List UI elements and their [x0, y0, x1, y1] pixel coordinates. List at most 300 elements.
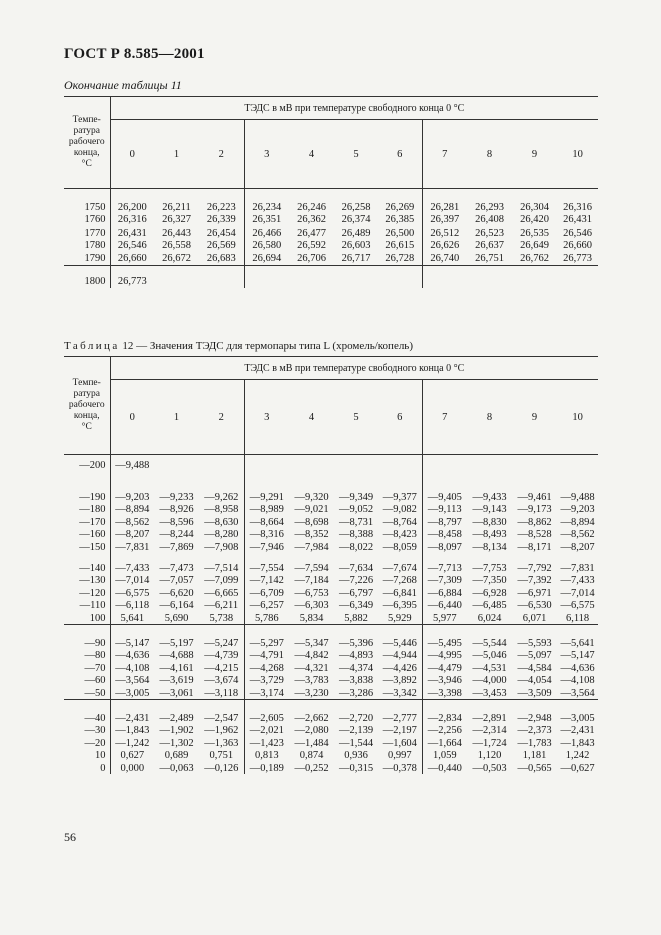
- table-cell: [289, 459, 334, 471]
- table-cell: —1,544: [338, 737, 374, 749]
- table-row: [64, 459, 598, 471]
- column-header: 3: [244, 380, 289, 455]
- table-row: [64, 227, 598, 240]
- table-cell: —9,173: [517, 504, 552, 516]
- table-cell: —4,791: [244, 650, 289, 662]
- column-header: 7: [422, 380, 467, 455]
- table-cell: —0,565: [517, 762, 552, 774]
- table-cell: —7,142: [244, 575, 289, 587]
- table-cell: —8,423: [382, 529, 417, 541]
- table-cell: —0,126: [204, 762, 239, 774]
- table-cell: [467, 276, 512, 289]
- table-cell: 0,689: [164, 750, 189, 762]
- table-cell: —5,544: [472, 637, 507, 649]
- row-temperature: —180: [79, 504, 106, 516]
- table-cell: —7,433: [110, 562, 154, 574]
- table-row: [64, 650, 598, 662]
- table-cell: —8,894: [560, 516, 595, 528]
- table-cell: —8,207: [110, 529, 154, 541]
- column-header: 1: [154, 380, 199, 455]
- table-cell: —9,461: [517, 492, 552, 504]
- table-cell: —2,777: [382, 712, 417, 724]
- table-cell: 26,649: [520, 240, 549, 252]
- table-cell: —4,739: [204, 650, 239, 662]
- table-cell: —7,908: [204, 541, 239, 553]
- table-cell: —0,252: [294, 762, 329, 774]
- table-cell: —9,488: [110, 459, 154, 471]
- table-cell: 26,773: [563, 252, 592, 264]
- table-cell: —1,724: [472, 737, 507, 749]
- table-cell: —8,830: [472, 516, 507, 528]
- table-cell: [422, 459, 467, 471]
- table-cell: —6,753: [294, 587, 329, 599]
- stub-header-line: рабочего: [68, 137, 105, 147]
- table-cell: —6,440: [422, 600, 467, 612]
- table-cell: —2,948: [517, 712, 552, 724]
- table-cell: —8,797: [422, 516, 467, 528]
- table-cell: 26,773: [110, 276, 154, 289]
- table-cell: —4,161: [159, 662, 194, 674]
- table-cell: 26,706: [297, 252, 326, 264]
- table-cell: —3,946: [422, 674, 467, 686]
- table-row: [64, 504, 598, 516]
- table-cell: —8,207: [560, 541, 595, 553]
- table-cell: —5,147: [560, 650, 595, 662]
- table-cell: 26,327: [162, 214, 191, 226]
- table-cell: —7,946: [244, 541, 289, 553]
- table-cell: —6,257: [244, 600, 289, 612]
- table-cell: 6,024: [477, 612, 502, 624]
- table-cell: —2,197: [382, 725, 417, 737]
- table-cell: [557, 276, 598, 289]
- table-cell: 26,420: [520, 214, 549, 226]
- table-cell: 0,874: [299, 750, 324, 762]
- table-cell: —6,797: [338, 587, 374, 599]
- table-cell: —3,564: [560, 687, 595, 699]
- table-row: [64, 214, 598, 227]
- table-cell: 26,211: [162, 201, 191, 213]
- table-cell: —8,097: [422, 541, 467, 553]
- table-row: [64, 491, 598, 503]
- table-cell: —1,484: [294, 737, 329, 749]
- table-cell: 26,523: [475, 227, 504, 239]
- table-cell: —9,052: [338, 504, 374, 516]
- table-cell: 26,477: [297, 227, 326, 239]
- column-header: 9: [512, 120, 557, 189]
- column-header: 8: [467, 380, 512, 455]
- row-temperature: —200: [79, 459, 106, 471]
- table-cell: 26,569: [206, 240, 236, 252]
- row-temperature: —50: [84, 687, 106, 699]
- table-cell: —7,713: [422, 562, 467, 574]
- table-cell: —5,247: [204, 637, 239, 649]
- table-cell: 5,977: [422, 612, 467, 625]
- stub-header-line: конца,: [73, 148, 100, 158]
- table-row: [64, 662, 598, 674]
- table-cell: 0,813: [244, 749, 289, 761]
- table-cell: —3,398: [422, 687, 467, 700]
- table-cell: —8,528: [517, 529, 552, 541]
- table-cell: —8,316: [244, 529, 289, 541]
- table-cell: —4,108: [560, 675, 595, 687]
- table-cell: —4,268: [244, 662, 289, 674]
- table-row: [64, 541, 598, 553]
- table-cell: —3,619: [159, 675, 194, 687]
- table-cell: 26,281: [422, 201, 467, 214]
- table-cell: —8,171: [517, 541, 552, 553]
- column-header: 2: [199, 380, 244, 455]
- table-cell: —7,753: [472, 563, 507, 575]
- row-temperature: 1770: [84, 227, 106, 239]
- table-cell: —4,215: [204, 662, 239, 674]
- table-cell: —0,189: [244, 762, 289, 774]
- table-cell: —9,082: [382, 504, 417, 516]
- table-cell: [557, 459, 598, 471]
- row-temperature: —30: [84, 725, 106, 737]
- table-cell: —7,099: [204, 575, 239, 587]
- table-cell: [154, 459, 199, 471]
- stub-header-line: Темпе-: [72, 378, 101, 388]
- table-cell: 6,071: [522, 612, 547, 624]
- row-temperature: —140: [79, 563, 106, 575]
- table-cell: 26,717: [341, 252, 371, 264]
- column-header: 4: [289, 120, 334, 189]
- header-group-label: ТЭДС в мВ при температуре свободного конца 0 °С: [110, 357, 598, 380]
- table-cell: 26,223: [206, 201, 236, 213]
- table-cell: —0,440: [422, 762, 467, 774]
- table-cell: —2,662: [294, 712, 329, 724]
- table-cell: 26,431: [110, 227, 154, 240]
- table-cell: 26,304: [520, 201, 549, 213]
- table-cell: —4,000: [472, 675, 507, 687]
- stub-header: [64, 357, 110, 455]
- table-cell: —3,174: [244, 687, 289, 700]
- table-cell: —8,989: [244, 504, 289, 516]
- table-cell: —7,634: [338, 563, 374, 575]
- table-cell: —2,489: [159, 712, 194, 724]
- table-cell: —9,349: [338, 492, 374, 504]
- table-cell: —8,493: [472, 529, 507, 541]
- table-cell: —1,962: [204, 725, 239, 737]
- stub-header-line: конца,: [73, 411, 100, 421]
- stub-header-line: °С: [81, 159, 92, 169]
- table-cell: 26,246: [297, 201, 326, 213]
- table-cell: —3,674: [204, 675, 239, 687]
- row-temperature: 1800: [84, 276, 106, 288]
- table-cell: —2,547: [204, 712, 239, 724]
- table-cell: 0,751: [209, 750, 234, 762]
- table-cell: —9,143: [472, 504, 507, 516]
- table-cell: —4,374: [338, 662, 374, 674]
- table-cell: [199, 459, 244, 471]
- table-cell: —0,063: [159, 762, 194, 774]
- table-cell: —4,944: [382, 650, 417, 662]
- table-cell: —7,514: [204, 563, 239, 575]
- table-cell: 26,454: [206, 227, 236, 239]
- table-cell: [154, 276, 199, 289]
- table-cell: —4,321: [294, 662, 329, 674]
- table-cell: —5,097: [517, 650, 552, 662]
- table-cell: [378, 459, 422, 471]
- table-cell: —4,531: [472, 662, 507, 674]
- column-header: 2: [199, 120, 244, 189]
- table-cell: —8,596: [159, 516, 194, 528]
- table-cell: —1,242: [110, 737, 154, 749]
- table-cell: —3,061: [159, 687, 194, 699]
- row-temperature: —130: [79, 575, 106, 587]
- table-cell: 26,316: [563, 201, 592, 213]
- table-cell: —7,473: [159, 563, 194, 575]
- table-cell: 5,786: [244, 612, 289, 625]
- table-row: [64, 687, 598, 700]
- table-cell: —5,495: [422, 637, 467, 649]
- table-cell: —6,303: [294, 600, 329, 612]
- table-cell: —9,433: [472, 492, 507, 504]
- table-cell: —6,118: [110, 600, 154, 612]
- table-continuation-label: Окончание таблицы 11: [64, 78, 182, 92]
- table-cell: 26,385: [385, 214, 415, 226]
- table-cell: [289, 276, 334, 289]
- table-cell: —7,014: [110, 575, 154, 587]
- table-cell: —6,395: [382, 600, 417, 612]
- table-row: [64, 712, 598, 724]
- table-cell: 26,660: [110, 252, 154, 265]
- table-cell: —8,244: [159, 529, 194, 541]
- table-cell: 0,000: [110, 762, 154, 774]
- table-cell: 26,728: [385, 252, 415, 264]
- table-cell: 26,339: [206, 214, 236, 226]
- table-cell: —8,134: [472, 541, 507, 553]
- table-cell: —3,453: [472, 687, 507, 699]
- table-cell: —3,286: [338, 687, 374, 699]
- table-cell: —0,315: [338, 762, 374, 774]
- row-temperature: —70: [84, 662, 106, 674]
- stub-header: [64, 97, 110, 189]
- table-cell: —2,256: [422, 725, 467, 737]
- table-cell: 26,603: [341, 240, 371, 252]
- table-cell: —3,342: [382, 687, 417, 699]
- table-cell: —6,530: [517, 600, 552, 612]
- table-cell: —5,197: [159, 637, 194, 649]
- table-cell: 26,751: [475, 252, 504, 264]
- table-cell: —4,108: [110, 662, 154, 674]
- table-cell: —1,783: [517, 737, 552, 749]
- column-header: 10: [557, 120, 598, 189]
- table-cell: —2,021: [244, 725, 289, 737]
- table-cell: —9,021: [294, 504, 329, 516]
- table-cell: —3,783: [294, 675, 329, 687]
- column-header: 8: [467, 120, 512, 189]
- table-cell: —6,164: [159, 600, 194, 612]
- row-temperature: 1750: [84, 201, 106, 213]
- table-cell: —7,984: [294, 541, 329, 553]
- table-row: [64, 600, 598, 612]
- table-cell: 26,672: [162, 252, 191, 264]
- table-cell: 26,535: [520, 227, 549, 239]
- table-cell: —9,113: [422, 504, 467, 516]
- table-cell: —2,314: [472, 725, 507, 737]
- table-cell: —7,226: [338, 575, 374, 587]
- table-cell: —6,971: [517, 587, 552, 599]
- column-header: 9: [512, 380, 557, 455]
- table-cell: —3,509: [517, 687, 552, 699]
- row-temperature: —160: [79, 529, 106, 541]
- table-cell: [512, 459, 557, 471]
- table-cell: —6,884: [422, 587, 467, 599]
- table-cell: —6,620: [159, 587, 194, 599]
- column-header: 4: [289, 380, 334, 455]
- table-cell: —8,958: [204, 504, 239, 516]
- table-cell: 26,316: [110, 214, 154, 227]
- table-cell: 26,374: [341, 214, 371, 226]
- table-row: [64, 749, 598, 761]
- table-row: [64, 575, 598, 587]
- table-cell: —1,664: [422, 737, 467, 749]
- table-cell: —3,564: [110, 674, 154, 686]
- row-temperature: —60: [84, 675, 106, 687]
- row-temperature: —80: [84, 650, 106, 662]
- table-cell: —9,233: [159, 492, 194, 504]
- table-11: [64, 97, 598, 288]
- table-cell: —7,869: [159, 541, 194, 553]
- row-temperature: —190: [79, 492, 106, 504]
- table-row: [64, 587, 598, 599]
- table-row: [64, 252, 598, 265]
- table-cell: [422, 276, 467, 289]
- table-row: [64, 240, 598, 253]
- table-cell: —7,674: [382, 563, 417, 575]
- table-cell: —4,636: [560, 662, 595, 674]
- table-cell: 26,466: [244, 227, 289, 240]
- row-temperature: —20: [84, 737, 106, 749]
- row-temperature: 10: [95, 750, 106, 762]
- table-cell: 0,997: [387, 750, 412, 762]
- table-cell: 26,269: [385, 201, 415, 213]
- table-cell: —6,575: [110, 587, 154, 599]
- table-cell: —8,894: [110, 504, 154, 516]
- table-cell: 26,660: [563, 240, 592, 252]
- column-header: 3: [244, 120, 289, 189]
- table-cell: 26,200: [110, 201, 154, 214]
- table-cell: —7,433: [560, 575, 595, 587]
- table-cell: —7,350: [472, 575, 507, 587]
- table-cell: 5,834: [299, 612, 324, 624]
- table-cell: —8,630: [204, 516, 239, 528]
- table-cell: —1,843: [110, 725, 154, 737]
- table-row: [64, 637, 598, 649]
- table-cell: —1,423: [244, 737, 289, 749]
- table-cell: 26,293: [475, 201, 504, 213]
- table-cell: [244, 276, 289, 289]
- table-cell: —4,636: [110, 650, 154, 662]
- table-cell: 26,580: [244, 240, 289, 253]
- table-cell: —1,902: [159, 725, 194, 737]
- table-cell: —7,057: [159, 575, 194, 587]
- table-cell: —7,184: [294, 575, 329, 587]
- table-cell: —7,268: [382, 575, 417, 587]
- table-cell: 26,500: [385, 227, 415, 239]
- column-header: 5: [334, 120, 378, 189]
- table-row: [64, 725, 598, 737]
- table-cell: 5,641: [110, 612, 154, 625]
- stub-header-line: Темпе-: [72, 115, 101, 125]
- table-cell: [334, 459, 378, 471]
- table-cell: [334, 276, 378, 289]
- table-cell: —1,302: [159, 737, 194, 749]
- table-cell: 5,929: [387, 612, 412, 624]
- table-cell: —9,320: [294, 492, 329, 504]
- table-row: [64, 529, 598, 541]
- table-cell: 0,627: [110, 749, 154, 761]
- table-cell: —0,503: [472, 762, 507, 774]
- table-row: [64, 612, 598, 625]
- column-header: 0: [110, 380, 154, 455]
- table-cell: —2,720: [338, 712, 374, 724]
- table-cell: —5,147: [110, 637, 154, 649]
- row-temperature: —120: [79, 587, 106, 599]
- table-cell: —2,605: [244, 712, 289, 724]
- table-cell: —4,584: [517, 662, 552, 674]
- table-cell: 26,558: [162, 240, 191, 252]
- row-temperature: 1780: [84, 240, 106, 252]
- table-cell: —5,046: [472, 650, 507, 662]
- table-cell: —1,604: [382, 737, 417, 749]
- table-cell: —6,928: [472, 587, 507, 599]
- table-cell: —3,118: [204, 687, 239, 699]
- row-temperature: —170: [79, 516, 106, 528]
- column-header: 6: [378, 380, 422, 455]
- row-temperature: 1790: [84, 252, 106, 264]
- table-cell: —9,203: [110, 491, 154, 503]
- table-cell: —9,291: [244, 491, 289, 503]
- table-cell: 0,936: [344, 750, 368, 762]
- table-cell: —9,377: [382, 492, 417, 504]
- table-cell: —6,485: [472, 600, 507, 612]
- table-cell: —8,388: [338, 529, 374, 541]
- table-cell: —5,347: [294, 637, 329, 649]
- table-row: [64, 737, 598, 749]
- table-cell: 26,408: [475, 214, 504, 226]
- table-cell: —7,392: [517, 575, 552, 587]
- table-cell: —4,054: [517, 675, 552, 687]
- row-temperature: —40: [84, 712, 106, 724]
- table-cell: —9,488: [560, 492, 595, 504]
- document-title: ГОСТ Р 8.585—2001: [64, 46, 205, 62]
- table-cell: [512, 276, 557, 289]
- table-cell: —1,363: [204, 737, 239, 749]
- stub-header-line: рабочего: [68, 400, 105, 410]
- table-cell: 5,882: [344, 612, 368, 624]
- table-cell: [244, 459, 289, 471]
- table-cell: —2,431: [560, 725, 595, 737]
- table-cell: 26,592: [297, 240, 326, 252]
- table-cell: 26,546: [563, 227, 592, 239]
- row-temperature: —150: [79, 541, 106, 553]
- table-cell: 1,059: [422, 749, 467, 761]
- table-cell: —0,627: [560, 762, 595, 774]
- table-cell: —7,554: [244, 562, 289, 574]
- table-cell: —5,641: [560, 637, 595, 649]
- page-number: 56: [64, 830, 76, 844]
- row-temperature: —110: [79, 600, 106, 612]
- table-12-caption-prefix: Таблица: [64, 340, 120, 352]
- table-cell: 26,362: [297, 214, 326, 226]
- table-cell: —1,843: [560, 737, 595, 749]
- table-cell: —7,831: [560, 563, 595, 575]
- table-cell: —4,426: [382, 662, 417, 674]
- table-cell: —4,893: [338, 650, 374, 662]
- table-cell: —8,280: [204, 529, 239, 541]
